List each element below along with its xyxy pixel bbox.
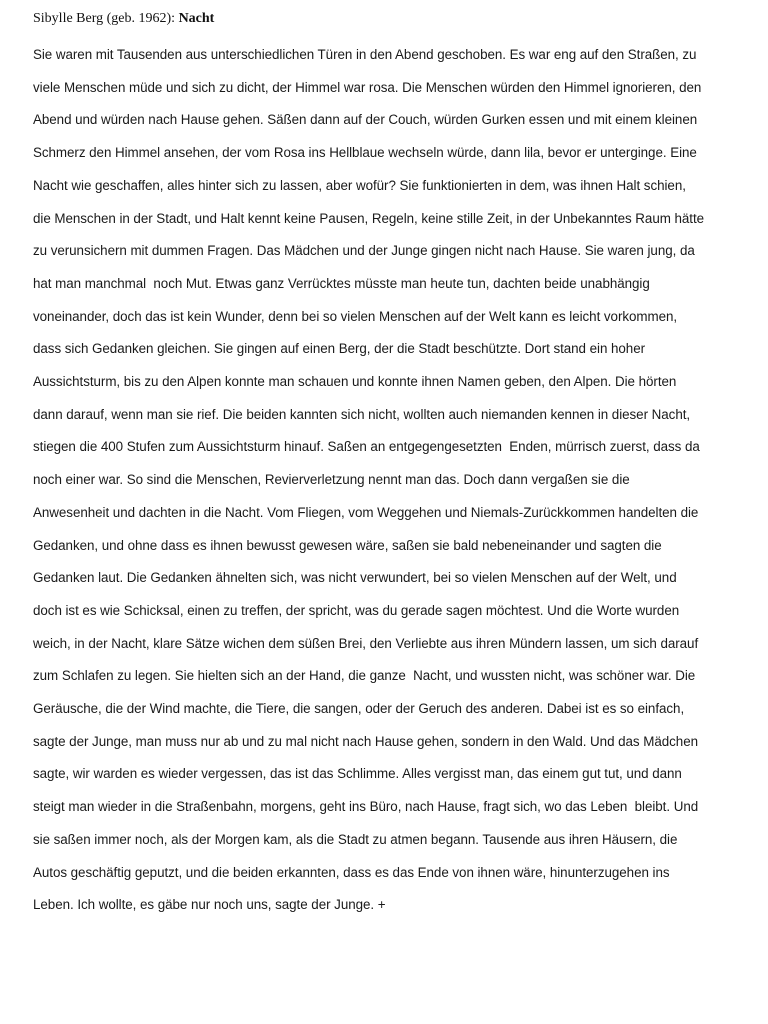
text-line: Schmerz den Himmel ansehen, der vom Rosa ins Hellblaue wechseln würde, dann lila, bevor er unterginge. Eine [33, 145, 697, 161]
text-line: Anwesenheit und dachten in die Nacht. Vom Fliegen, vom Weggehen und Niemals-Zurückkommen handelten die [33, 504, 699, 520]
text-line: Nacht wie geschaffen, alles hinter sich zu lassen, aber wofür? Sie funktionierten in dem, was ihnen Halt schien, [33, 177, 686, 193]
text-line: dann darauf, wenn man sie rief. Die beiden kannten sich nicht, wollten auch niemanden kennen in dieser Nacht, [33, 406, 691, 422]
text-line: Sie waren mit Tausenden aus unterschiedlichen Türen in den Abend geschoben. Es war eng auf den Straßen, zu [33, 47, 697, 62]
text-line: stiegen die 400 Stufen zum Aussichtsturm hinauf. Saßen an entgegengesetzten Enden, mürrisch zuerst, dass da [33, 439, 700, 455]
text-line: hat man manchmal noch Mut. Etwas ganz Verrücktes müsste man heute tun, dachten beide unabhängig [33, 275, 650, 291]
text-line: steigt man wieder in die Straßenbahn, morgens, geht ins Büro, nach Hause, fragt sich, wo das Leben bleibt. Und [33, 799, 699, 815]
text-line: sie saßen immer noch, als der Morgen kam, als die Stadt zu atmen begann. Tausende aus ihren Häusern, die [33, 831, 678, 847]
text-line: Leben. Ich wollte, es gäbe nur noch uns, sagte der Junge. + [33, 897, 386, 913]
text-line: zum Schlafen zu legen. Sie hielten sich an der Hand, die ganze Nacht, und wussten nicht, was schöner war. Die [33, 668, 696, 684]
text-line: Abend und würden nach Hause gehen. Säßen dann auf der Couch, würden Gurken essen und mit einem kleinen [33, 112, 698, 128]
author-line: Sibylle Berg (geb. 1962): [33, 11, 176, 26]
text-line: Gedanken laut. Die Gedanken ähnelten sich, was nicht verwundert, bei so vielen Menschen auf der Welt, und [33, 570, 677, 586]
text-line: Autos geschäftig geputzt, und die beiden erkannten, dass es das Ende von ihnen wäre, hinunterzugehen ins [33, 864, 670, 880]
text-line: zu verunsichern mit dummen Fragen. Das Mädchen und der Junge gingen nicht nach Hause. Sie waren jung, da [33, 243, 695, 259]
text-line: sagte der Junge, man muss nur ab und zu mal nicht nach Hause gehen, sondern in den Wald. Und das Mädchen [33, 733, 698, 749]
text-line: doch ist es wie Schicksal, einen zu treffen, der spricht, was du gerade sagen möchtest. Und die Worte wurden [33, 602, 680, 618]
story-title: Nacht [178, 11, 215, 26]
text-line: dass sich Gedanken gleichen. Sie gingen auf einen Berg, der die Stadt beschützte. Dort stand ein hoher [33, 341, 646, 357]
text-line: voneinander, doch das ist kein Wunder, denn bei so vielen Menschen auf der Welt kann es leicht vorkommen, [33, 308, 678, 324]
text-line: sagte, wir warden es wieder vergessen, das ist das Schlimme. Alles vergisst man, das einem gut tut, und dann [33, 766, 682, 782]
text-line: Gedanken, und ohne dass es ihnen bewusst gewesen wäre, saßen sie bald nebeneinander und sagten die [33, 537, 662, 553]
text-line: Geräusche, die der Wind machte, die Tiere, die sangen, oder der Geruch des anderen. Dabei ist es so einfach, [33, 701, 685, 716]
text-line: die Menschen in der Stadt, und Halt kennt keine Pausen, Regeln, keine stille Zeit, in der Unbekanntes Raum hätte [33, 210, 705, 226]
text-line: weich, in der Nacht, klare Sätze wichen dem süßen Brei, den Verliebte aus ihren Mündern lassen, um sich darauf [33, 635, 699, 651]
text-line: viele Menschen müde und sich zu dicht, der Himmel war rosa. Die Menschen würden den Himmel ignorieren, den [33, 79, 702, 95]
text-line: Aussichtsturm, bis zu den Alpen konnte man schauen und konnte ihnen Namen geben, den Alpen. Die hörten [33, 374, 677, 389]
text-line: noch einer war. So sind die Menschen, Revierverletzung nennt man das. Doch dann vergaßen sie die [33, 472, 630, 488]
